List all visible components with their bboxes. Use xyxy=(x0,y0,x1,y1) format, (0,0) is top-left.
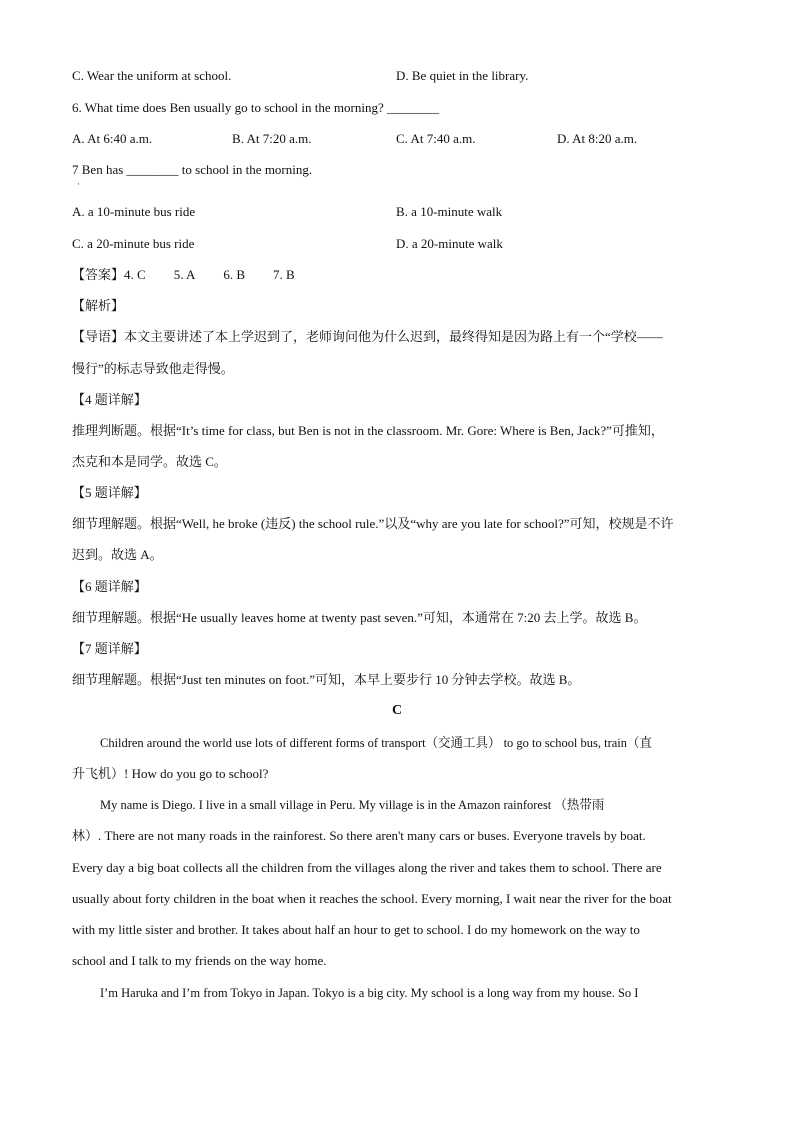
q4-detail-line-1: 推理判断题。根据“It’s time for class, but Ben is not in the classroom. Mr. Gore: Where is Ben, Jack?”可推知， xyxy=(72,423,664,438)
guide-line-1: 【导语】本文主要讲述了本上学迟到了，老师询问他为什么迟到，最终得知是因为路上有一个“学校—— xyxy=(72,329,663,344)
q5-detail-line-2: 迟到。故选 A。 xyxy=(72,547,163,562)
option-c: C. Wear the uniform at school. xyxy=(72,68,232,83)
stray-dot: · xyxy=(77,179,80,189)
passage-c-p2-line-1: My name is Diego. I live in a small village in Peru. My village is in the Amazon rainforest （热带雨 xyxy=(100,797,605,812)
passage-c-p1-line-2: 升飞机）! How do you go to school? xyxy=(72,766,269,781)
answer-6: 6. B xyxy=(223,267,246,282)
question-7-option-c: C. a 20-minute bus ride xyxy=(72,236,195,251)
q4-detail-line-2: 杰克和本是同学。故选 C。 xyxy=(72,454,227,469)
question-7-stem: 7 Ben has ________ to school in the morning. xyxy=(72,162,313,177)
question-7-option-b: B. a 10-minute walk xyxy=(396,204,503,219)
passage-c-p2-line-5: with my little sister and brother. It takes about half an hour to get to school. I do my homework on the way to xyxy=(72,922,640,937)
question-7-option-d: D. a 20-minute walk xyxy=(396,236,503,251)
passage-c-p1-line-1: Children around the world use lots of different forms of transport（交通工具） to go to school bus, train（直 xyxy=(100,735,652,750)
passage-c-p2-line-2: 林）. There are not many roads in the rainforest. So there aren't many cars or buses. Everyone travels by boat. xyxy=(72,828,646,843)
q6-detail-heading: 【6 题详解】 xyxy=(72,579,147,594)
passage-c-p3-line-1: I’m Haruka and I’m from Tokyo in Japan. Tokyo is a big city. My school is a long way from my house. So I xyxy=(100,985,639,1000)
question-6-stem: 6. What time does Ben usually go to school in the morning? ________ xyxy=(72,100,439,115)
answer-line xyxy=(72,267,295,283)
q6-detail-line-1: 细节理解题。根据“He usually leaves home at twenty past seven.”可知，本通常在 7:20 去上学。故选 B。 xyxy=(72,610,647,625)
q4-detail-heading: 【4 题详解】 xyxy=(72,392,147,407)
question-6-option-c: C. At 7:40 a.m. xyxy=(396,131,476,146)
passage-c-p2-line-4: usually about forty children in the boat when it reaches the school. Every morning, I wait near the river for the boat xyxy=(72,891,672,906)
answer-4: 4. C xyxy=(124,267,146,282)
passage-c-p2-line-6: school and I talk to my friends on the way home. xyxy=(72,953,327,968)
answer-5: 5. A xyxy=(173,267,196,282)
question-6-option-a: A. At 6:40 a.m. xyxy=(72,131,153,146)
option-d: D. Be quiet in the library. xyxy=(396,68,529,83)
question-6-option-b: B. At 7:20 a.m. xyxy=(232,131,312,146)
question-7-option-a: A. a 10-minute bus ride xyxy=(72,204,196,219)
answer-label: 【答案】 xyxy=(72,267,125,282)
analysis-label: 【解析】 xyxy=(72,298,125,313)
answer-7: 7. B xyxy=(273,267,295,282)
q7-detail-line-1: 细节理解题。根据“Just ten minutes on foot.”可知，本早上要步行 10 分钟去学校。故选 B。 xyxy=(72,672,581,687)
q5-detail-heading: 【5 题详解】 xyxy=(72,485,147,500)
q5-detail-line-1: 细节理解题。根据“Well, he broke (违反) the school rule.”以及“why are you late for school?”可知，校规是不许 xyxy=(72,516,674,531)
guide-line-2: 慢行”的标志导致他走得慢。 xyxy=(72,361,234,376)
question-6-option-d: D. At 8:20 a.m. xyxy=(557,131,638,146)
q7-detail-heading: 【7 题详解】 xyxy=(72,641,147,656)
passage-c-title: C xyxy=(392,703,403,718)
passage-c-p2-line-3: Every day a big boat collects all the children from the villages along the river and takes them to school. There are xyxy=(72,860,662,875)
